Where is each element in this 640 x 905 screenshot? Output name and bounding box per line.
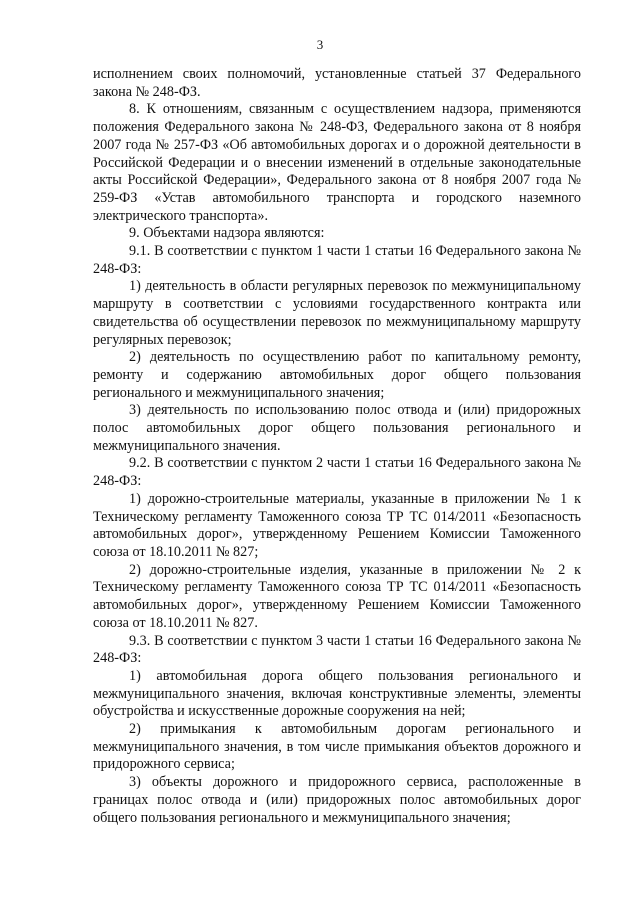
paragraph-item-9-3-3: 3) объекты дорожного и придорожного сервиса, расположенные в границах полос отвода и (или) придорожных полос автомобильных дорог общего пользования регионального и межмуниципального значения; — [93, 774, 581, 826]
paragraph-item-9-2-1: 1) дорожно-строительные материалы, указанные в приложении № 1 к Техническому регламенту Таможенного союза ТР ТС 014/2011 «Безопасность автомобильных дорог», утвержденному Решением Комиссии Таможенного союза от 18.10.2011 № 827; — [93, 490, 581, 560]
paragraph-item-9-2: 9.2. В соответствии с пунктом 2 части 1 статьи 16 Федерального закона № 248-ФЗ: — [93, 455, 581, 490]
paragraph-item-9-1-1: 1) деятельность в области регулярных перевозок по межмуниципальному маршруту в соответствии с условиями государственного контракта или свидетельства об осуществлении перевозок по межмуниципальному маршруту регулярных перевозок; — [93, 278, 581, 348]
page-number: 3 — [316, 37, 324, 52]
paragraph-item-9: 9. Объектами надзора являются: — [129, 225, 325, 242]
paragraph-continuation: исполнением своих полномочий, установленные статьей 37 Федерального закона № 248-ФЗ. — [93, 66, 581, 100]
paragraph-item-9-3-2: 2) примыкания к автомобильным дорогам регионального и межмуниципального значения, в том числе примыкания объектов дорожного и придорожного сервиса; — [93, 721, 581, 773]
paragraph-item-9-1-3: 3) деятельность по использованию полос отвода и (или) придорожных полос автомобильных дорог общего пользования регионального и межмуниципального значения. — [93, 402, 581, 454]
paragraph-item-9-1: 9.1. В соответствии с пунктом 1 части 1 статьи 16 Федерального закона № 248-ФЗ: — [93, 243, 581, 277]
paragraph-item-9-3-1: 1) автомобильная дорога общего пользования регионального и межмуниципального значения, включая конструктивные элементы, элементы обустройства и искусственные дорожные сооружения на ней; — [93, 667, 581, 720]
paragraph-item-9-1-2: 2) деятельность по осуществлению работ по капитальному ремонту, ремонту и содержанию автомобильных дорог общего пользования регионального и межмуниципального значения; — [93, 349, 581, 401]
paragraph-item-9-3: 9.3. В соответствии с пунктом 3 части 1 статьи 16 Федерального закона № 248-ФЗ: — [93, 632, 581, 667]
paragraph-item-8: 8. К отношениям, связанным с осуществлением надзора, применяются положения Федерального закона № 248-ФЗ, Федерального закона от 8 ноября 2007 года № 257-ФЗ «Об автомобильных дорогах и о дорожной деятельности в Российской Федерации и о внесении изменений в отдельные законодательные акты Российской Федерации», Федерального закона от 8 ноября 2007 года № 259-ФЗ «Устав автомобильного транспорта и городского наземного электрического транспорта». — [93, 101, 581, 224]
paragraph-item-9-2-2: 2) дорожно-строительные изделия, указанные в приложении № 2 к Техническому регламенту Таможенного союза ТР ТС 014/2011 «Безопасность автомобильных дорог», утвержденному Решением Комиссии Таможенного союза от 18.10.2011 № 827. — [93, 561, 581, 631]
document-body — [93, 66, 581, 827]
